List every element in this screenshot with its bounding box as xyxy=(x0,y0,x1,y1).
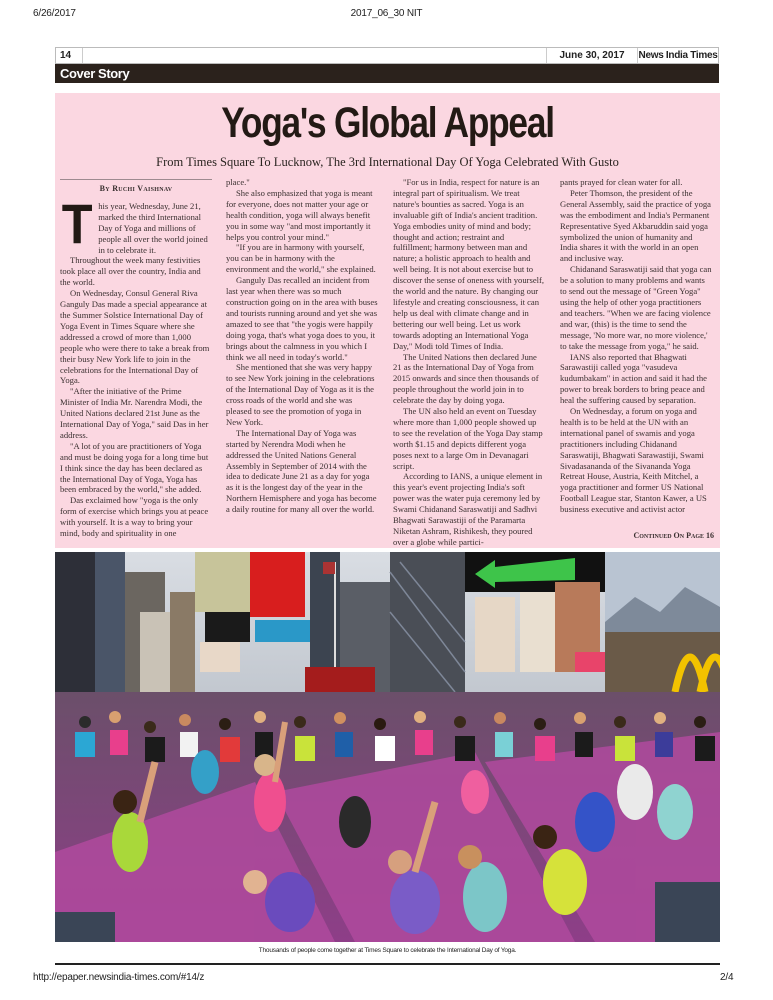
bottom-rule xyxy=(55,963,720,965)
page-number: 14 xyxy=(56,48,83,63)
page-topbar xyxy=(55,47,719,64)
paragraph: The UN also held an event on Tuesday where more than 1,000 people showed up to see the revelation of the Yoga Day stamp worth $1.15 and depicts different yoga poses next to a large Om in Devanagari script. xyxy=(393,406,543,471)
headline: Yoga's Global Appeal xyxy=(221,99,554,147)
paragraph: On Wednesday, a forum on yoga and health is to be held at the UN with an international panel of swamis and yoga practitioners including Chidanand Saraswatiji, Bhagwati Sarawastiji, Swami Sivadasananda of the Sivananda Yoga Retreat House, Austria, Keith Mitchel, a yoga practitioner and former US National Football League star, Stanton Kawer, a US business executive and activist actor xyxy=(560,406,707,515)
paragraph: "For us in India, respect for nature is an integral part of spiritualism. We treat nature's bounties as sacred. Yoga is an invaluable gift of India's ancient tradition. Yoga embodies unity of mind and body; thought and action; restraint and fulfillment; harmony between man and nature; a holistic approach to health and well being. It is not about exercise but to discover the sense of oneness with yourself, the world and the nature. By changing our lifestyle and creating consciousness, it can help us deal with climate change and in bettering our well being. Let us work towards adopting an International Yoga Day," Modi told Times of India. xyxy=(393,177,545,351)
article-column-4 xyxy=(560,177,712,515)
paragraph: Ganguly Das recalled an incident from last year when there was so much construction going on in the area with buses and tourists running around and yet she was amazed to see that "the yogis were happily doing yoga, that's what yoga does to you, it brings about the calmness in you which I think we all need in today's world." xyxy=(226,275,378,362)
continued-on-page: Continued On Page 16 xyxy=(633,531,714,540)
paragraph: place." xyxy=(226,177,250,187)
photo-illustration xyxy=(55,552,720,942)
paragraph: IANS also reported that Bhagwati Sarawastiji called yoga "vasudeva kudumbakam" in action and said it had the power to break borders to bring peace and heal the suffering caused by separation. xyxy=(560,351,707,406)
times-square-yoga-photo xyxy=(55,552,720,942)
photo-caption: Thousands of people come together at Times Square to celebrate the International Day of Yoga. xyxy=(258,947,517,954)
issue-date: June 30, 2017 xyxy=(547,48,638,63)
article-column-1 xyxy=(60,177,212,539)
article-columns xyxy=(60,177,715,547)
section-label: Cover Story xyxy=(55,64,719,83)
footer-page-count: 2/4 xyxy=(720,972,734,983)
paragraph: The United Nations then declared June 21 as the International Day of Yoga from 2015 onwards and since then thousands of people throughout the world join in to celebrate the day by doing yoga. xyxy=(393,351,539,406)
article-column-3 xyxy=(393,177,545,548)
paragraph: Throughout the week many festivities took place all over the country, India and the world. xyxy=(60,255,201,288)
paragraph: Chidanand Saraswatiji said that yoga can be a solution to many problems and wants to send out the message of "Green Yoga" using the help of other yoga practitioners and teachers. "When we are facing violence and war, (this) is the time to send the message, 'No more war, no more violence,' to take the message from yoga," he said. xyxy=(560,264,712,351)
publication-name: News India Times xyxy=(638,50,718,61)
paragraph: Das exclaimed how "yoga is the only form of exercise which brings you at peace with yourself. It is a way to bring your mind, body and spirituality in one xyxy=(60,495,209,539)
drop-cap: T xyxy=(61,191,93,255)
topbar-spacer xyxy=(83,48,547,63)
print-date: 6/26/2017 xyxy=(33,8,76,19)
paragraph: "If you are in harmony with yourself, you can be in harmony with the environment and the world," she explained. xyxy=(226,242,376,275)
footer-url[interactable]: http://epaper.newsindia-times.com/#14/z xyxy=(33,972,205,983)
paragraph: According to IANS, a unique element in this year's event projecting India's soft power was the water puja ceremony led by Swami Chidanand Saraswatiji and Sadhvi Bhagwati Sarawastiji of the Paramarta Niketan Ashram, Rishikesh, they poured over a globe while partici- xyxy=(393,471,543,547)
paragraph: his year, Wednesday, June 21, marked the third International Day of Yoga and millions of people all over the world joined in to celebrate it. xyxy=(98,200,208,255)
paragraph: "A lot of you are practitioners of Yoga and must be doing yoga for a long time but I think since the day has been declared as the International Day of Yoga, Yoga has been embraced by the world," she added. xyxy=(60,440,209,495)
paragraph: On Wednesday, Consul General Riva Ganguly Das made a special appearance at the Summer Solstice International Day of Yoga Event in Times Square where she addressed a crowd of more than 1,000 people who were there to take a break from their busy New York life to join in the celebrations for the International Day of Yoga. xyxy=(60,288,210,386)
paragraph: The International Day of Yoga was started by Nerendra Modi when he addressed the United Nations General Assembly in September of 2014 with the idea to dedicate June 21 as a day for yoga as it is the longest day of the year in the Northern Hemisphere and yoga has become a daily routine for many all over the world. xyxy=(226,427,377,515)
byline: By Ruchi Vaishnav xyxy=(99,184,173,193)
paragraph: Peter Thomson, the president of the General Assembly, said the practice of yoga was the embodiment and India's Permanent Representative Syed Akbaruddin said yoga symbolized the union of humanity and India shares it with the world in an open and inclusive way. xyxy=(560,187,711,264)
article-panel xyxy=(55,93,720,548)
paragraph: She also emphasized that yoga is meant for everyone, does not matter your age or health condition, yoga will always benefit you in some way "and most importantly it helps you control your mind." xyxy=(226,187,373,242)
paragraph: "After the initiative of the Prime Minister of India Mr. Narendra Modi, the United Nations declared 21st June as the International Day of Yoga," said Das in her address. xyxy=(60,386,209,440)
paragraph: pants prayed for clean water for all. xyxy=(560,177,683,187)
byline-rule xyxy=(60,179,212,180)
page-header xyxy=(55,47,719,83)
print-doc-title: 2017_06_30 NIT xyxy=(350,8,423,19)
paragraph: She mentioned that she was very happy to see New York joining in the celebrations of the International Day of Yoga as it is the cross roads of the world and she was pleased to see the promotion of yoga in New York. xyxy=(226,362,375,427)
article-column-2 xyxy=(226,177,378,515)
subheadline: From Times Square To Lucknow, The 3rd International Day Of Yoga Celebrated With Gusto xyxy=(156,155,619,169)
